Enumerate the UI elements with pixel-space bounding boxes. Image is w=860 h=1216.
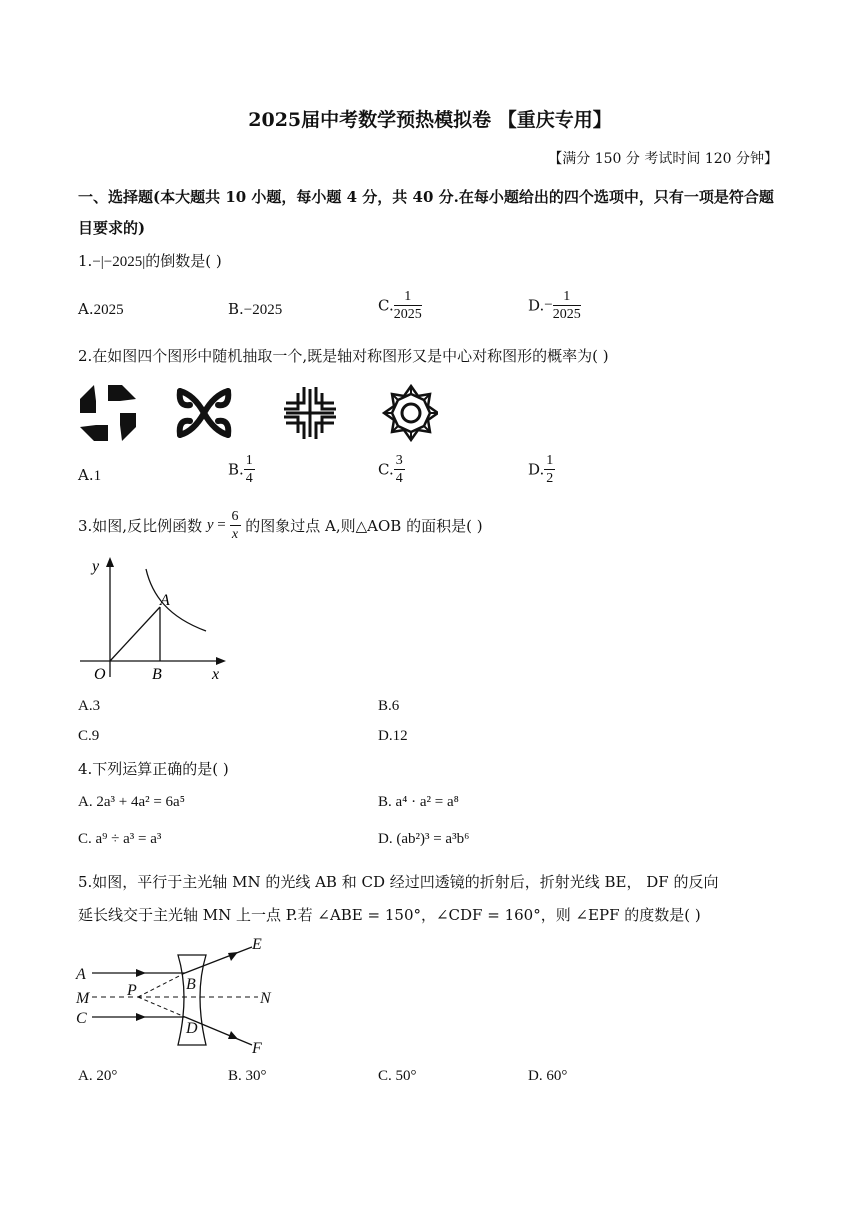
q3-prefix: 3.如图,反比例函数 xyxy=(78,517,207,535)
x-axis-arrow xyxy=(216,657,226,665)
q4-option-b[interactable]: B. a⁴ · a² = a⁸ xyxy=(378,794,459,810)
arrow-be xyxy=(228,952,238,961)
option-text: 2025 xyxy=(93,302,124,318)
arrow-ab xyxy=(136,969,146,977)
q1-option-c[interactable] xyxy=(378,288,422,323)
figure-4-star-flower xyxy=(384,386,438,440)
question-5-line-2: 延长线交于主光轴 MN 上一点 P.若 ∠ABE = 150°，∠CDF = 160°，则 ∠EPF 的度数是( ) xyxy=(78,906,701,924)
fraction xyxy=(394,452,405,487)
figure-1-rotational-logo xyxy=(80,385,136,441)
point-b-label: B xyxy=(152,666,162,683)
point-a-label: A xyxy=(160,592,170,609)
option-text: −2025 xyxy=(243,302,283,318)
label-d: D xyxy=(186,1020,198,1037)
q1-option-b[interactable] xyxy=(228,300,282,319)
q1-option-d[interactable] xyxy=(528,288,581,323)
q3-option-b[interactable]: B.6 xyxy=(378,698,400,714)
numerator: 1 xyxy=(394,288,422,306)
q2-option-c[interactable] xyxy=(378,452,405,487)
q3-option-c[interactable]: C.9 xyxy=(78,728,100,744)
option-label: D. xyxy=(528,460,545,479)
denominator: 4 xyxy=(245,471,253,486)
option-label: A. xyxy=(78,300,94,318)
denominator: 2025 xyxy=(393,307,422,322)
numerator: 3 xyxy=(395,453,403,468)
fraction xyxy=(553,288,581,323)
question-3-stem xyxy=(78,508,483,543)
denominator: 4 xyxy=(395,471,403,486)
extension-pb xyxy=(138,973,185,997)
label-n: N xyxy=(260,990,271,1007)
label-f: F xyxy=(252,1040,262,1055)
q3-y: y xyxy=(206,517,214,533)
fraction xyxy=(394,288,422,323)
minus-sign: − xyxy=(544,297,553,313)
denominator: 2 xyxy=(546,471,554,486)
fraction xyxy=(244,452,255,487)
x-label: x xyxy=(212,666,220,683)
label-m: M xyxy=(76,990,90,1007)
q1-prefix: 1. xyxy=(78,252,93,270)
numerator: 1 xyxy=(546,453,554,468)
fraction xyxy=(544,452,555,487)
q3-option-a[interactable]: A.3 xyxy=(78,698,101,714)
q2-option-d[interactable] xyxy=(528,452,555,487)
q5-option-b[interactable]: B. 30° xyxy=(228,1068,267,1084)
denominator: x xyxy=(231,527,239,542)
q1-stem-text: 的倒数是( ) xyxy=(145,252,222,270)
numerator: 1 xyxy=(245,453,253,468)
hyperbola-curve xyxy=(146,569,206,631)
question-2-stem: 2.在如图四个图形中随机抽取一个,既是轴对称图形又是中心对称图形的概率为( ) xyxy=(78,347,609,365)
figure-2-x-knot xyxy=(180,391,229,435)
section-heading: 一、选择题(本大题共 10 小题，每小题 4 分，共 40 分.在每小题给出的四个选项中，只有一项是符合题目要求的) xyxy=(78,188,774,237)
q2-figures xyxy=(78,383,438,443)
figure-3-cross-pattern xyxy=(284,387,336,439)
question-5-line-1: 5.如图，平行于主光轴 MN 的光线 AB 和 CD 经过凹透镜的折射后，折射光线 BE， DF 的反向 xyxy=(78,873,719,891)
origin-label: O xyxy=(94,666,106,683)
option-label: B. xyxy=(228,460,244,479)
y-label: y xyxy=(92,558,100,575)
numerator: 6 xyxy=(231,509,239,524)
option-label: D. xyxy=(528,296,545,315)
option-text: 1 xyxy=(93,468,102,484)
option-label: C. xyxy=(378,460,394,479)
segment-oa xyxy=(110,607,160,661)
option-label: C. xyxy=(378,296,394,315)
q3-stem-text: 的图象过点 A,则△AOB 的面积是( ) xyxy=(240,517,483,535)
label-p: P xyxy=(127,982,137,999)
question-1-stem xyxy=(78,250,222,271)
q3-graph xyxy=(70,555,230,687)
label-a: A xyxy=(76,966,86,983)
q1-option-a[interactable] xyxy=(78,300,124,319)
fraction xyxy=(230,508,241,543)
exam-title: 2025届中考数学预热模拟卷 【重庆专用】 xyxy=(248,109,612,131)
q5-lens-diagram xyxy=(72,935,292,1055)
label-c: C xyxy=(76,1010,87,1027)
ray-be xyxy=(185,947,252,973)
q4-option-c[interactable]: C. a⁹ ÷ a³ = a³ xyxy=(78,831,162,847)
q2-option-b[interactable] xyxy=(228,452,255,487)
q4-option-d[interactable]: D. (ab²)³ = a³b⁶ xyxy=(378,831,470,847)
q3-option-d[interactable]: D.12 xyxy=(378,728,408,744)
extension-pd xyxy=(138,997,185,1017)
option-label: A. xyxy=(78,466,94,484)
q1-expression: −|−2025| xyxy=(92,254,146,270)
q3-equals: = xyxy=(213,517,230,533)
y-axis-arrow xyxy=(106,557,114,567)
arrow-cd xyxy=(136,1013,146,1021)
numerator: 1 xyxy=(553,288,581,306)
q5-option-c[interactable]: C. 50° xyxy=(378,1068,417,1084)
arrow-df xyxy=(228,1031,238,1039)
label-e: E xyxy=(252,936,262,953)
denominator: 2025 xyxy=(552,307,581,322)
option-label: B. xyxy=(228,300,244,318)
label-b: B xyxy=(186,976,196,993)
q5-option-a[interactable]: A. 20° xyxy=(78,1068,118,1084)
exam-meta: 【满分 150 分 考试时间 120 分钟】 xyxy=(548,151,778,167)
q5-option-d[interactable]: D. 60° xyxy=(528,1068,568,1084)
q4-option-a[interactable]: A. 2a³ + 4a² = 6a⁵ xyxy=(78,794,185,810)
q2-option-a[interactable] xyxy=(78,466,101,485)
question-4-stem: 4.下列运算正确的是( ) xyxy=(78,760,229,778)
